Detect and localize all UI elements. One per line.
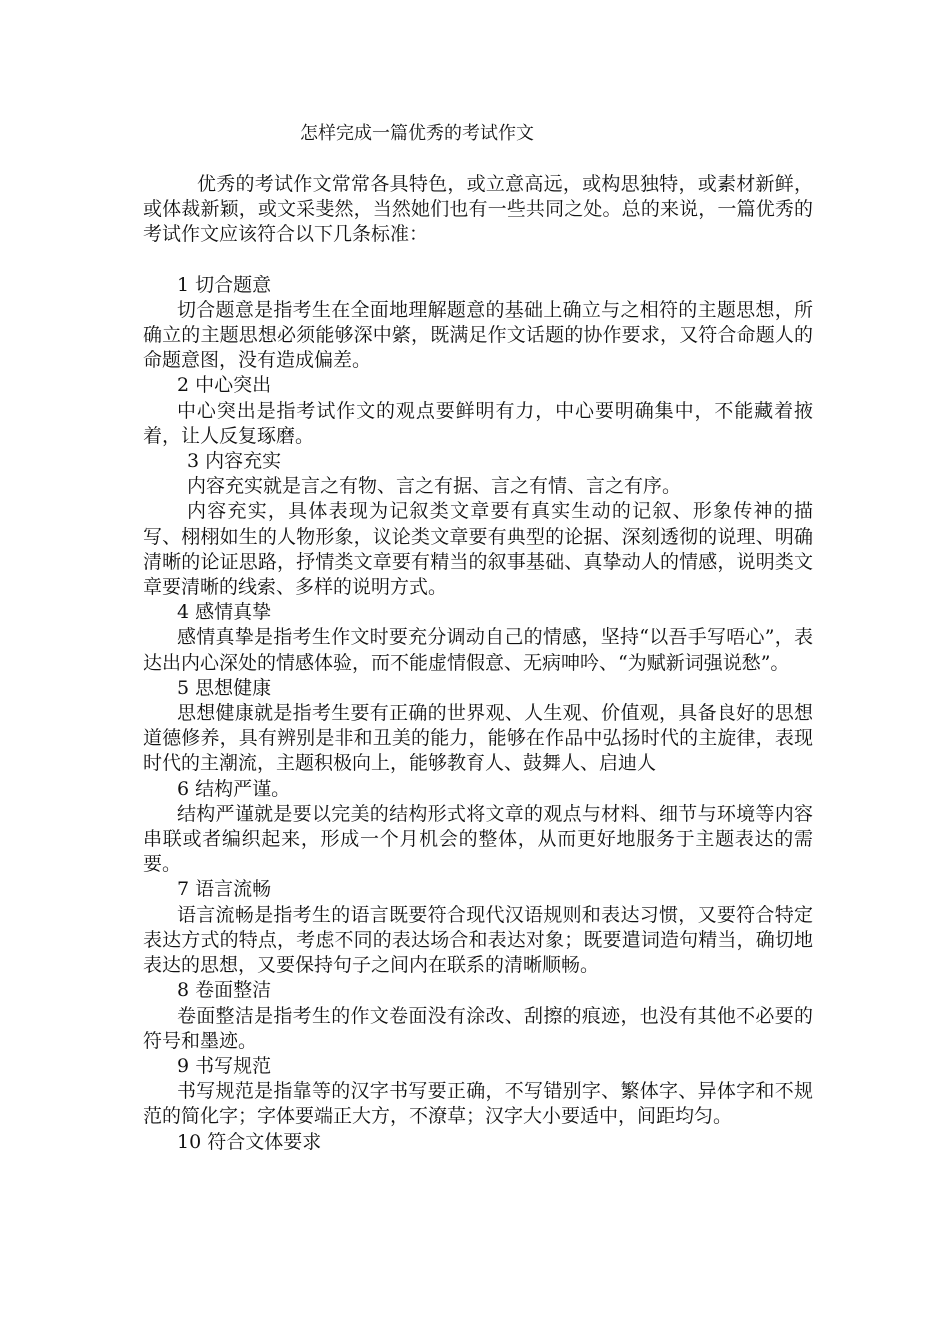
section-heading: 1 切合题意 bbox=[177, 273, 272, 296]
section-heading: 9 书写规范 bbox=[177, 1054, 272, 1077]
section-paragraph: 卷面整洁是指考生的作文卷面没有涂改、刮擦的痕迹，也没有其他不必要的符号和墨迹。 bbox=[143, 1004, 813, 1052]
section-heading: 5 思想健康 bbox=[177, 676, 272, 699]
section-paragraph: 中心突出是指考试作文的观点要鲜明有力，中心要明确集中，不能藏着掖着，让人反复琢磨。 bbox=[143, 399, 813, 447]
section-heading: 4 感情真挚 bbox=[177, 601, 272, 624]
section-paragraph: 思想健康就是指考生要有正确的世界观、人生观、价值观，具备良好的思想道德修养，具有辨别是非和丑美的能力，能够在作品中弘扬时代的主旋律，表现时代的主潮流，主题积极向上，能够教育人、鼓舞人、启迪人 bbox=[143, 702, 813, 775]
blank-line bbox=[143, 248, 813, 273]
section-paragraph: 书写规范是指靠等的汉字书写要正确，不写错别字、繁体字、异体字和不规范的简化字；字体要端正大方，不潦草；汉字大小要适中，间距均匀。 bbox=[143, 1080, 813, 1128]
section-paragraph: 切合题意是指考生在全面地理解题意的基础上确立与之相符的主题思想，所确立的主题思想必须能够深中綮，既满足作文话题的协作要求，又符合命题人的命题意图，没有造成偏差。 bbox=[143, 298, 813, 372]
section-paragraph: 内容充实就是言之有物、言之有据、言之有情、言之有序。 bbox=[187, 475, 682, 498]
intro-paragraph: 优秀的考试作文常常各具特色，或立意高远，或构思独特，或素材新鲜，或体裁新颖，或文采斐然，当然她们也有一些共同之处。总的来说，一篇优秀的考试作文应该符合以下几条标准： bbox=[143, 173, 813, 246]
section-heading: 3 内容充实 bbox=[187, 450, 282, 473]
section-paragraph: 内容充实，具体表现为记叙类文章要有真实生动的记叙、形象传神的描写、栩栩如生的人物形象，议论类文章要有典型的论据、深刻透彻的说理、明确清晰的论证思路，抒情类文章要有精当的叙事基础、真挚动人的情感，说明类文章要清晰的线索、多样的说明方式。 bbox=[143, 500, 813, 599]
section-heading: 2 中心突出 bbox=[177, 374, 272, 397]
section-paragraph: 结构严谨就是要以完美的结构形式将文章的观点与材料、细节与环境等内容串联或者编织起来，形成一个月机会的整体，从而更好地服务于主题表达的需要。 bbox=[143, 802, 813, 876]
section-heading: 7 语言流畅 bbox=[177, 878, 272, 901]
document-title: 怎样完成一篇优秀的考试作文 bbox=[300, 123, 534, 144]
section-paragraph: 感情真挚是指考生作文时要充分调动自己的情感，坚持“以吾手写唔心”，表达出内心深处的情感体验，而不能虚情假意、无病呻吟、“为赋新词强说愁”。 bbox=[143, 626, 813, 674]
section-heading: 6 结构严谨。 bbox=[177, 777, 291, 800]
document-body bbox=[143, 172, 813, 1155]
section-paragraph: 语言流畅是指考生的语言既要符合现代汉语规则和表达习惯，又要符合特定表达方式的特点，考虑不同的表达场合和表达对象；既要遣词造句精当，确切地表达的思想，又要保持句子之间内在联系的清晰顺畅。 bbox=[143, 903, 813, 977]
section-heading: 8 卷面整洁 bbox=[177, 979, 272, 1002]
section-heading: 10 符合文体要求 bbox=[177, 1130, 322, 1153]
